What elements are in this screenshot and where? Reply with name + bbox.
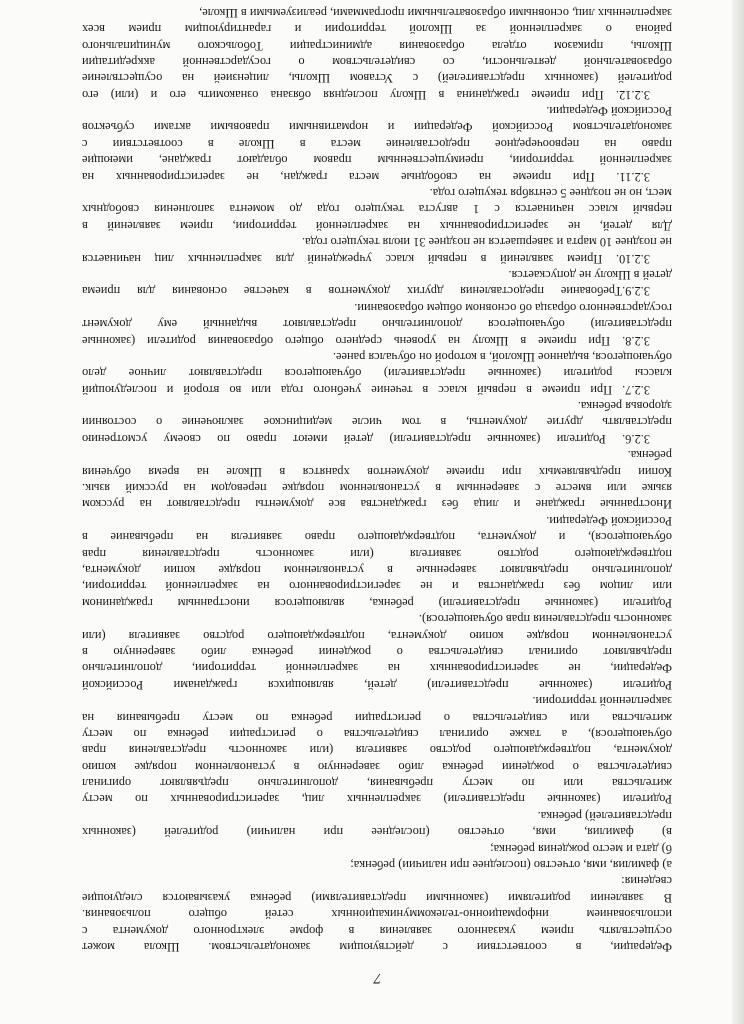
text-line: закрепленных лиц, основными образовательными программами, реализуемыми в Школе,: [199, 5, 672, 20]
text-line: закрепленной территории, преимущественным правом обладают граждане, имеющие: [82, 153, 672, 168]
text-line: жительства или по месту пребывания, дополнительно предъявляют оригинал: [82, 776, 672, 791]
text-line: подтверждающего родство заявителя (или законность представления прав: [82, 546, 672, 561]
text-line: 3.2.12. При приеме гражданина в Школу последняя обязана ознакомить его и (или) его: [82, 87, 650, 102]
text-line: право на первоочередное предоставление места в Школе в соответствии с: [82, 136, 672, 151]
text-line: 3.2.11. При приеме на свободные места граждан, не зарегистрированных на: [82, 169, 650, 184]
text-line: а) фамилия, имя, отчество (последнее при наличии) ребенка;: [350, 858, 672, 873]
text-line: жительства или свидетельства о регистрации ребенка по месту пребывания на: [82, 710, 672, 725]
text-line: государственного образца об основном общем образовании.: [354, 300, 672, 315]
text-line: свидетельства о рождении ребенка либо заверенную в установленном порядке копию: [82, 759, 672, 774]
text-line: обучающегося), а также оригинал свидетельства о регистрации ребенка по месту: [82, 726, 672, 741]
text-line: предъявляют оригинал свидетельства о рождении ребенка либо заверенную в: [82, 644, 672, 659]
text-line: Родители (законные представители) детей, являющихся гражданами Российской: [82, 677, 672, 692]
text-line: Иностранные граждане и лица без гражданства все документы представляют на русском: [82, 497, 672, 512]
text-line: документа, подтверждающего родство заявителя (или законность представления прав: [82, 743, 672, 758]
text-line: первый класс начинается с 1 августа текущего года до момента заполнения свободных: [82, 202, 672, 217]
text-line: Школы, приказом отдела образования администрации Тобольского муниципального: [82, 38, 672, 53]
text-line: сведения:: [621, 874, 672, 889]
text-line: законность представления прав обучающегося).: [418, 612, 672, 627]
text-line: района о закрепленной за Школой территории и гарантирующим прием всех: [82, 22, 672, 37]
text-line: языке или вместе с заверенным в установленном порядке переводом на русский язык.: [82, 481, 672, 496]
text-line: 3.2.10. Прием заявлений в первый класс учреждений для закрепленных лиц начинается: [82, 251, 650, 266]
text-line: образовательной деятельности, со свидетельством о государственной аккредитации: [82, 54, 672, 69]
text-line: 3.2.7. При приеме в первый класс в течение учебного года или во второй и последующий: [82, 382, 650, 397]
text-line: представители) обучающегося дополнительно представляют выданный ему документ: [82, 317, 672, 332]
text-line: обучающегося), и документа, подтверждающего право заявителя на пребывание в: [82, 530, 672, 545]
text-line: законодательством Российской Федерации и нормативными правовыми актами субъектов: [82, 120, 672, 135]
text-line: детей в Школу не допускается.: [508, 267, 672, 282]
text-line: классы родители (законные представители) обучающегося представляют личное дело: [82, 366, 672, 381]
text-line: закрепленной территории.: [532, 694, 672, 709]
text-line: Федерации, не зарегистрированных на закрепленной территории, дополнительно: [82, 661, 672, 676]
text-line: 3.2.6. Родители (законные представители) детей имеют право по своему усмотрению: [82, 431, 650, 446]
text-line: представителей) ребенка.: [537, 808, 672, 823]
text-line: Для детей, не зарегистрированных на закрепленной территории, прием заявлений в: [82, 218, 672, 233]
text-line: Копии предъявляемых при приеме документов хранятся в Школе на время обучения: [82, 464, 672, 479]
text-line: использованием информационно-телекоммуникационных сетей общего пользования.: [82, 907, 672, 922]
text-line: ребенка.: [627, 448, 672, 463]
text-line: Родители (законные представители) ребенка, являющегося иностранным гражданином: [82, 595, 672, 610]
text-line: здоровья ребенка.: [577, 399, 672, 414]
text-line: не позднее 10 марта и завершается не позднее 31 июля текущего года.: [301, 235, 672, 250]
text-line: осуществлять прием указанного заявления в форме электронного документа с: [82, 923, 672, 938]
text-line: б) дата и место рождения ребенка;: [490, 841, 672, 856]
text-line: 3.2.8. При приеме в Школу на уровень среднего общего образования родители (законные: [82, 333, 650, 348]
text-line: 3.2.9.Требование предоставления других документов в качестве основания для приема: [82, 284, 650, 299]
text-line: родителей (законных представителей) с Уставом Школы, лицензией на осуществление: [82, 71, 672, 86]
text-line: Российской Федерации.: [546, 513, 672, 528]
text-line: Родители (законные представители) закрепленных лиц, зарегистрированных по месту: [82, 792, 672, 807]
text-line: дополнительно предъявляют заверенные в установленном порядке копии документа,: [82, 563, 672, 578]
text-line: В заявлении родителями (законными представителями) ребенка указываются следующие: [82, 890, 672, 905]
text-line: Российской Федерации.: [546, 104, 672, 119]
text-line: или лицом без гражданства и не зарегистрированного на закрепленной территории,: [82, 579, 672, 594]
text-line: обучающегося, выданное Школой, в которой он обучался ранее.: [332, 349, 672, 364]
document-body: [82, 4, 672, 955]
text-line: в) фамилия, имя, отчество (последнее при наличии) родителей (законных: [82, 825, 672, 840]
text-line: представлять другие документы, в том числе медицинское заключение о состоянии: [82, 415, 672, 430]
text-line: установленном порядке копию документа, подтверждающего родство заявителя (или: [82, 628, 672, 643]
text-line: Федерации, в соответствии с действующим законодательством. Школа может: [82, 940, 672, 954]
page-number: 7: [372, 970, 382, 986]
text-line: мест, но не позднее 5 сентября текущего года.: [429, 186, 672, 201]
